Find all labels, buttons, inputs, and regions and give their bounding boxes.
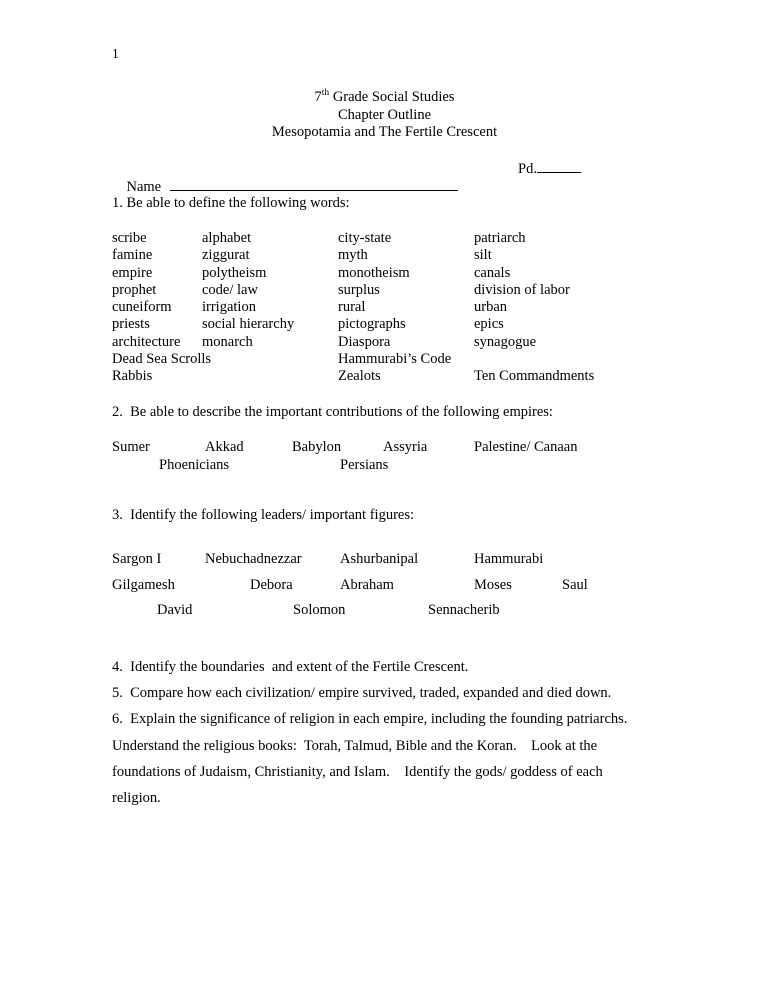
vocabulary-row [0,230,768,247]
empire-name: Persians [340,457,389,473]
vocabulary-term: Diaspora [338,333,391,350]
leader-name: Moses [474,576,512,593]
empire-name-row [0,438,768,456]
vocabulary-row [0,368,768,385]
leader-name: Solomon [293,602,346,618]
vocabulary-term: priests [112,316,150,333]
vocabulary-term: Zealots [338,368,381,385]
vocabulary-row [0,265,768,282]
vocabulary-term: myth [338,247,368,264]
closing-line: 5. Compare how each civilization/ empire survived, traded, expanded and died down. [112,685,612,702]
vocabulary-term: urban [474,299,508,316]
leader-name: Sennacherib [428,602,500,618]
vocabulary-term: alphabet [202,230,252,246]
vocabulary-term: surplus [338,281,380,298]
leader-name: Hammurabi [474,551,544,567]
vocabulary-term: epics [474,316,504,333]
vocabulary-term: rural [338,299,366,316]
page-number: 1 [112,46,119,61]
vocabulary-term: code/ law [202,281,258,298]
title-subject: Grade Social Studies [329,89,455,105]
vocabulary-term: division of labor [474,281,570,298]
period-label: Pd. [518,161,537,177]
leader-name: Saul [562,576,588,593]
vocabulary-row [0,351,768,368]
vocabulary-term: famine [112,247,153,264]
vocabulary-term: Hammurabi’s Code [338,351,452,368]
closing-line: religion. [112,790,161,807]
vocabulary-term: polytheism [202,264,267,281]
section-1-prompt: 1. Be able to define the following words: [112,195,350,211]
closing-line: 4. Identify the boundaries and extent of the Fertile Crescent. [112,659,469,675]
title-line-1 [112,89,657,107]
empires-list [0,438,768,474]
name-input[interactable] [170,177,458,191]
vocabulary-term: scribe [112,230,147,246]
vocabulary-term: patriarch [474,230,526,246]
empire-name-row [0,456,768,474]
vocabulary-term: synagogue [474,333,537,350]
empire-name: Palestine/ Canaan [474,439,578,455]
vocabulary-term: social hierarchy [202,316,295,333]
title-ordinal-suffix: th [321,88,330,99]
closing-line: Understand the religious books: Torah, Talmud, Bible and the Koran. Look at the [112,737,598,754]
period-input[interactable] [537,159,581,173]
title-line-2: Chapter Outline [337,106,432,123]
vocabulary-row [0,282,768,299]
vocabulary-term: Ten Commandments [474,368,595,385]
leaders-list [0,550,768,627]
section-3-prompt: 3. Identify the following leaders/ important figures: [112,507,415,523]
vocabulary-term: monotheism [338,264,410,281]
leader-name-row [0,576,768,602]
vocabulary-term: empire [112,264,153,281]
section-2-prompt: 2. Be able to describe the important contributions of the following empires: [112,404,553,420]
leader-name: Debora [250,576,293,593]
leader-name-row [0,601,768,627]
leader-name: Abraham [340,576,394,593]
leader-name: Gilgamesh [112,576,175,593]
title-line-3: Mesopotamia and The Fertile Crescent [271,124,498,141]
leader-name: Ashurbanipal [340,551,419,567]
vocabulary-term: Rabbis [112,368,153,385]
vocabulary-row [0,299,768,316]
vocabulary-term: monarch [202,333,253,350]
empire-name: Sumer [112,439,150,455]
vocabulary-term: pictographs [338,316,406,333]
vocabulary-row [0,334,768,351]
vocabulary-term: canals [474,264,511,281]
leader-name: Nebuchadnezzar [205,551,302,567]
title-grade-number: 7 [314,89,322,105]
vocabulary-term: Dead Sea Scrolls [112,351,212,368]
closing-items [112,654,672,811]
vocabulary-term: prophet [112,281,157,298]
empire-name: Akkad [205,439,244,455]
leader-name: David [157,602,193,618]
vocabulary-term: cuneiform [112,299,172,316]
vocabulary-term: silt [474,247,492,264]
vocabulary-term: architecture [112,333,181,350]
empire-name: Phoenicians [159,457,230,473]
closing-line: foundations of Judaism, Christianity, and Islam. Identify the gods/ goddess of each [112,763,603,780]
empire-name: Babylon [292,439,342,455]
period-group [518,159,581,178]
vocabulary-list [0,230,768,386]
vocabulary-term: ziggurat [202,247,250,264]
empire-name: Assyria [383,439,428,455]
leader-name: Sargon I [112,551,162,567]
vocabulary-term: city-state [338,230,392,246]
vocabulary-row [0,247,768,264]
closing-line: 6. Explain the significance of religion in each empire, including the founding patriarchs. [112,711,628,728]
document-title [112,89,657,142]
name-label: Name [126,179,165,195]
leader-name-row [0,550,768,576]
vocabulary-row [0,316,768,333]
vocabulary-term: irrigation [202,299,256,316]
